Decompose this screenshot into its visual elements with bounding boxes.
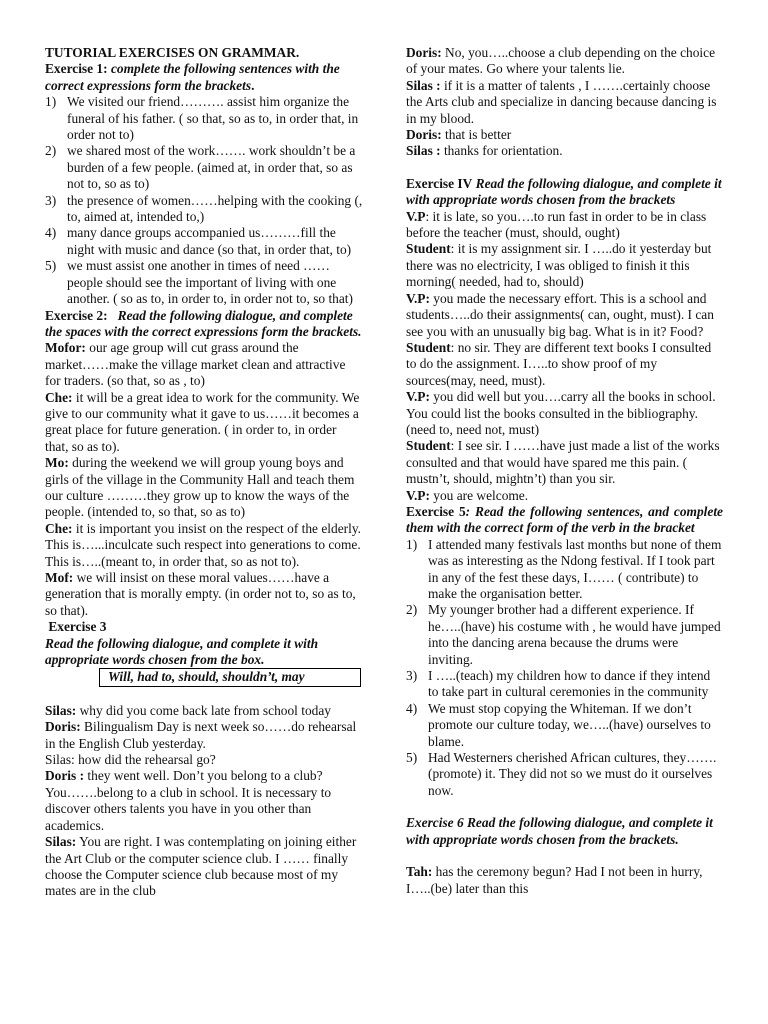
- exercise-3-instruction: Read the following dialogue, and complete it with appropriate words chosen from the box.: [45, 635, 319, 668]
- item-text: Had Westerners cherished African cultures, they…….(promote) it. They did not so we must do it ourselves now.: [428, 750, 717, 798]
- speaker-name: Student: [406, 241, 451, 257]
- speaker-name: Mofor:: [45, 340, 86, 356]
- dialogue-line: [406, 438, 723, 487]
- speaker-name: V.P: [406, 208, 426, 224]
- dialogue-line: [406, 488, 723, 504]
- list-item: [45, 193, 363, 226]
- dialogue-text: during the weekend we will group young boys and girls of the village in the Community Hall and teach them our culture ………they grow up to know the ways of the people. (intended to, so that, so as to): [45, 455, 355, 520]
- item-number: 4): [406, 700, 418, 716]
- speaker-name: Student: [406, 438, 451, 454]
- dialogue-text: it will be a great idea to work for the community. We give to our community what it gave to us……it becomes a great place for future generation. ( in order to, in order that, so as to).: [45, 389, 360, 454]
- exercise-1-label: Exercise 1:: [45, 61, 108, 77]
- speaker-name: Student: [406, 339, 451, 355]
- dialogue-text: Silas: how did the rehearsal go?: [45, 752, 216, 768]
- dialogue-text: it is important you insist on the respect of the elderly. This is…...inculcate such respect into generations to come. This is…..(meant to, in order that, so as not to).: [45, 520, 361, 569]
- exercise-1-list: [45, 94, 363, 307]
- dialogue-line: [45, 752, 363, 768]
- dialogue-line: [406, 389, 723, 438]
- speaker-name: Doris:: [406, 45, 442, 60]
- dialogue-text: we will insist on these moral values……have a generation that is morally empty. (in order not to, so as to, so that).: [45, 570, 356, 618]
- item-text: many dance groups accompanied us………fill the night with music and dance (so that, in order that, to): [67, 225, 352, 257]
- dialogue-line: [45, 768, 363, 834]
- dialogue-text: why did you come back late from school today: [76, 702, 331, 718]
- right-column: [406, 45, 723, 897]
- speaker-name: Che:: [45, 389, 73, 405]
- exercise-5-label: Exercise 5: [406, 503, 466, 519]
- item-number: 5): [406, 750, 418, 766]
- dialogue-line: [45, 570, 363, 619]
- list-item: [45, 258, 363, 307]
- list-item: [406, 750, 723, 799]
- page-title: TUTORIAL EXERCISES ON GRAMMAR.: [45, 45, 300, 60]
- dialogue-text: : it is my assignment sir. I …..do it yesterday but there was no electricity, I was obliged to finish it this morning( needed, had to, should): [406, 241, 712, 290]
- item-number: 4): [45, 225, 57, 241]
- list-item: [406, 668, 723, 701]
- dialogue-text: you did well but you….carry all the books in school. You could list the books consulted in the bibliography. (need to, need not, must): [406, 389, 716, 437]
- speaker-name: V.P:: [406, 389, 430, 405]
- dialogue-line: [45, 719, 363, 752]
- dialogue-line: [406, 291, 723, 340]
- dialogue-line: [45, 834, 363, 900]
- dialogue-line: [406, 340, 723, 389]
- speaker-name: V.P:: [406, 487, 430, 503]
- dialogue-line: [406, 209, 723, 242]
- dialogue-text: You are right. I was contemplating on joining either the Art Club or the computer science club. I …… finally choose the Computer science club because most of my mates are in the club: [45, 834, 357, 899]
- speaker-name: Silas:: [45, 834, 77, 850]
- speaker-name: V.P:: [406, 290, 430, 306]
- exercise-2-heading: [45, 308, 363, 341]
- list-item: [45, 143, 363, 192]
- item-number: 5): [45, 258, 57, 274]
- speaker-name: Doris:: [406, 127, 442, 143]
- exercise-3-heading: Exercise 3: [45, 619, 107, 635]
- dialogue-line: [406, 241, 723, 290]
- item-number: 2): [45, 143, 57, 159]
- dialogue-line: [45, 703, 363, 719]
- item-number: 1): [45, 94, 57, 110]
- dialogue-line: [406, 45, 723, 78]
- exercise-6-label: Exercise 6: [406, 815, 464, 831]
- dialogue-text: you are welcome.: [429, 487, 529, 503]
- dialogue-text: they went well. Don’t you belong to a club? You…….belong to a club in school. It is necessary to discover others talents you have in you other than academics.: [45, 768, 332, 833]
- word-box: Will, had to, should, shouldn’t, may: [99, 668, 361, 686]
- list-item: [406, 602, 723, 668]
- item-text: We visited our friend………. assist him organize the funeral of his father. ( so that, so as to, in order that, in order not to): [67, 94, 359, 143]
- dialogue-line: [45, 521, 363, 570]
- item-text: we must assist one another in times of need …… people should see the important of living with one another. ( so as to, in order to, in order not to, so that): [67, 258, 353, 307]
- item-number: 3): [406, 668, 418, 684]
- list-item: [406, 701, 723, 750]
- speaker-name: Doris:: [45, 719, 81, 735]
- item-text: I …..(teach) my children how to dance if they intend to take part in cultural ceremonies in the community: [428, 668, 711, 700]
- list-item: [45, 94, 363, 143]
- dialogue-line: [406, 864, 723, 897]
- dialogue-text: : no sir. They are different text books I consulted to do the assignment. I…..to show proof of my sources(may, need, must).: [406, 339, 712, 388]
- dialogue-line: [45, 340, 363, 389]
- exercise-6-instruction: Read the following dialogue, and complete it with appropriate words chosen from the brackets.: [406, 815, 713, 847]
- speaker-name: Silas :: [406, 143, 441, 159]
- exercise-2-label: Exercise 2:: [45, 307, 108, 323]
- speaker-name: Silas:: [45, 702, 77, 718]
- item-number: 3): [45, 192, 57, 208]
- speaker-name: Silas :: [406, 77, 441, 93]
- exercise-5-list: [406, 537, 723, 800]
- dialogue-text: has the ceremony begun? Had I not been in hurry, I…..(be) later than this: [406, 864, 703, 896]
- list-item: [406, 537, 723, 603]
- exercise-4-instruction: Read the following dialogue, and complete it with appropriate words chosen from the brackets: [406, 175, 722, 208]
- exercise-1-heading: [45, 61, 363, 94]
- dialogue-text: that is better: [441, 127, 512, 143]
- dialogue-text: No, you…..choose a club depending on the choice of your mates. Go where your talents lie.: [406, 45, 716, 77]
- item-text: we shared most of the work……. work shouldn’t be a burden of a few people. (aimed at, in order that, so as not to, so as to): [67, 143, 356, 192]
- speaker-name: Doris :: [45, 768, 85, 784]
- item-text: We must stop copying the Whiteman. If we don’t promote our culture today, we…..(have) ourselves to blame.: [428, 700, 711, 749]
- speaker-name: Mof:: [45, 570, 74, 585]
- exercise-5-instruction: : Read the following sentences, and complete them with the correct form of the verb in the bracket: [406, 503, 723, 536]
- dialogue-line: [406, 143, 723, 159]
- list-item: [45, 225, 363, 258]
- exercise-2-instruction: Read the following dialogue, and complete the spaces with the correct expressions form the brackets.: [45, 307, 362, 339]
- exercise-5-heading: [406, 504, 723, 537]
- dialogue-text: : I see sir. I ……have just made a list of the works consulted and that would have spared me this pain. ( mustn’t, should, mightn’t) than you sir.: [406, 438, 720, 487]
- exercise-1-instruction-end: .: [251, 77, 255, 93]
- exercise-6-heading: [406, 815, 723, 848]
- item-text: I attended many festivals last months but none of them was as interesting as the Ndong festival. If I took part in any of the fest these days, I…… ( contribute) to make the organisation better.: [428, 536, 722, 601]
- dialogue-line: [406, 78, 723, 127]
- dialogue-text: you made the necessary effort. This is a school and students…..do their assignments( can, ought, must). I can see you with an unusually big bag. What is in it? Food?: [406, 290, 714, 339]
- exercise-4-label: Exercise IV: [406, 175, 473, 191]
- dialogue-text: if it is a matter of talents , I …….certainly choose the Arts club and specialize in dancing because dancing is in my blood.: [406, 77, 717, 126]
- dialogue-text: : it is late, so you….to run fast in order to be in class before the teacher (must, should, ought): [406, 208, 707, 241]
- speaker-name: Tah:: [406, 864, 433, 880]
- speaker-name: Mo:: [45, 455, 69, 471]
- left-column: [45, 45, 363, 900]
- item-text: My younger brother had a different experience. If he…..(have) his costume with , he would have jumped into the dancing arena because the drums were inviting.: [428, 602, 721, 667]
- dialogue-text: Bilingualism Day is next week so……do rehearsal in the English Club yesterday.: [45, 719, 357, 751]
- item-number: 2): [406, 602, 418, 618]
- dialogue-text: our age group will cut grass around the market……make the village market clean and attractive for traders. (so that, so as , to): [45, 340, 346, 389]
- dialogue-line: [45, 455, 363, 521]
- dialogue-text: thanks for orientation.: [440, 143, 563, 159]
- dialogue-line: [406, 127, 723, 143]
- item-number: 1): [406, 536, 418, 552]
- item-text: the presence of women……helping with the cooking (, to, aimed at, intended to,): [67, 192, 363, 225]
- dialogue-line: [45, 390, 363, 456]
- exercise-4-heading: [406, 176, 723, 209]
- speaker-name: Che:: [45, 520, 73, 536]
- exercise-1-instruction: complete the following sentences with the correct expressions form the brackets: [45, 61, 340, 93]
